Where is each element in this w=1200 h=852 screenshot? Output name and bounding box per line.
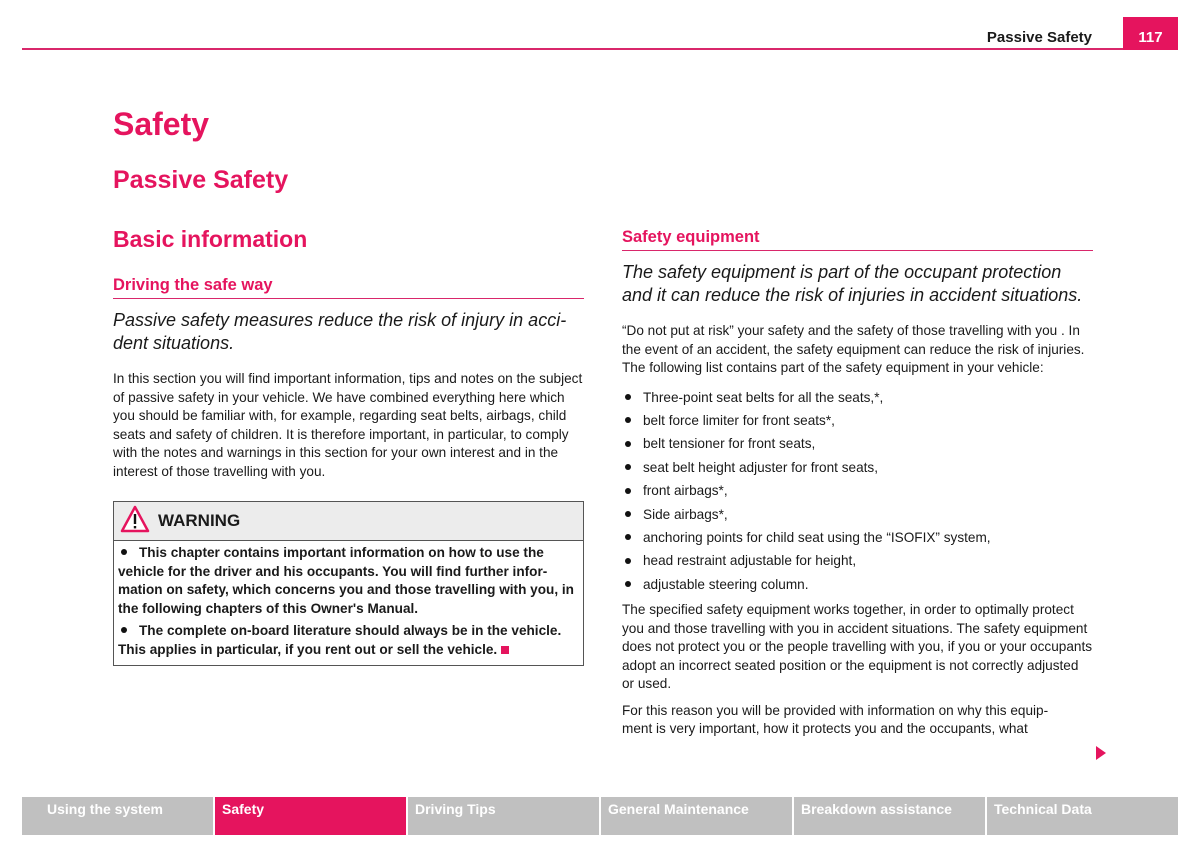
list-item: Three-point seat belts for all the seats,*, bbox=[622, 386, 1093, 409]
section-title: Passive Safety bbox=[113, 166, 289, 194]
bullet-icon bbox=[625, 488, 631, 494]
driving-safe-way-body: In this section you will find important information, tips and notes on the subject of passive safety in your vehicle. We have combined everything here which you should be familiar with, for example, regarding seat belts, airbags, child seats and safety of children. It is therefore important, in particular, to comply with the notes and warnings in this section for your own interest and in the interest of those travelling with you. bbox=[113, 371, 583, 479]
bullet-icon bbox=[121, 627, 127, 633]
tab-safety[interactable]: Safety bbox=[215, 797, 406, 835]
header-rule bbox=[22, 48, 1178, 50]
warning-triangle-icon bbox=[120, 505, 150, 538]
driving-safe-way-heading: Driving the safe way bbox=[113, 276, 584, 299]
tab-driving-tips[interactable]: Driving Tips bbox=[408, 797, 599, 835]
equipment-list bbox=[622, 386, 1093, 597]
list-item: Side airbags*, bbox=[622, 503, 1093, 526]
section-end-mark-icon bbox=[501, 646, 509, 654]
bullet-icon bbox=[625, 417, 631, 423]
tab-using-the-system[interactable]: Using the system bbox=[22, 797, 213, 835]
bullet-icon bbox=[625, 534, 631, 540]
list-item: seat belt height adjuster for front seats, bbox=[622, 456, 1093, 479]
bullet-icon bbox=[625, 558, 631, 564]
chapter-title: Safety bbox=[113, 106, 210, 142]
bullet-icon bbox=[625, 441, 631, 447]
basic-information-heading: Basic information bbox=[113, 226, 308, 252]
chapter-nav bbox=[22, 797, 1178, 835]
warning-header bbox=[114, 502, 583, 541]
tab-technical-data[interactable]: Technical Data bbox=[987, 797, 1178, 835]
warning-body bbox=[114, 541, 583, 665]
list-item: anchoring points for child seat using the “ISOFIX” system, bbox=[622, 526, 1093, 549]
safety-equipment-lead: The safety equipment is part of the occupant protection and it can reduce the risk of injuries in accident situations. bbox=[622, 262, 1083, 305]
next-page-arrow-icon[interactable] bbox=[1096, 746, 1106, 760]
equipment-paragraph-2: The specified safety equipment works together, in order to optimally protect you and those travelling with you in accident situations. The safety equipment does not protect you or the people travelling with you, if you or your occupants adopt an incorrect seated position or the equipment is not correctly adjusted or used. bbox=[622, 602, 1093, 692]
safety-equipment-intro: “Do not put at risk” your safety and the safety of those travelling with you . In the event of an accident, the safety equipment can reduce the risk of injuries. The following list contains part of the safety equipment in your vehicle: bbox=[622, 323, 1085, 375]
list-item: front airbags*, bbox=[622, 479, 1093, 502]
warning-item: This chapter contains important information on how to use the vehicle for the driver and his occupants. You will find further infor-mation on safety, which concerns you and those travelling with you, in the following chapters of this Owner's Manual. bbox=[118, 545, 574, 616]
list-item: belt force limiter for front seats*, bbox=[622, 409, 1093, 432]
driving-safe-way-lead: Passive safety measures reduce the risk of injury in acci-dent situations. bbox=[113, 310, 567, 353]
right-column bbox=[622, 228, 1093, 739]
list-item: belt tensioner for front seats, bbox=[622, 432, 1093, 455]
tab-breakdown-assistance[interactable]: Breakdown assistance bbox=[794, 797, 985, 835]
bullet-icon bbox=[625, 511, 631, 517]
list-item: head restraint adjustable for height, bbox=[622, 549, 1093, 572]
tab-general-maintenance[interactable]: General Maintenance bbox=[601, 797, 792, 835]
safety-equipment-heading: Safety equipment bbox=[622, 228, 1093, 251]
left-column bbox=[113, 226, 584, 666]
bullet-icon bbox=[625, 394, 631, 400]
list-item: adjustable steering column. bbox=[622, 573, 1093, 596]
warning-box bbox=[113, 501, 584, 666]
equipment-paragraph-3: For this reason you will be provided with information on why this equip-ment is very important, how it protects you and the occupants, what bbox=[622, 702, 1049, 737]
warning-label: WARNING bbox=[158, 511, 241, 530]
bullet-icon bbox=[625, 464, 631, 470]
running-header-title: Passive Safety bbox=[986, 29, 1092, 46]
bullet-icon bbox=[121, 549, 127, 555]
bullet-icon bbox=[625, 581, 631, 587]
warning-item: The complete on-board literature should always be in the vehicle. This applies in particular, if you rent out or sell the vehicle. bbox=[118, 623, 562, 657]
page-number: 117 bbox=[1123, 17, 1178, 50]
